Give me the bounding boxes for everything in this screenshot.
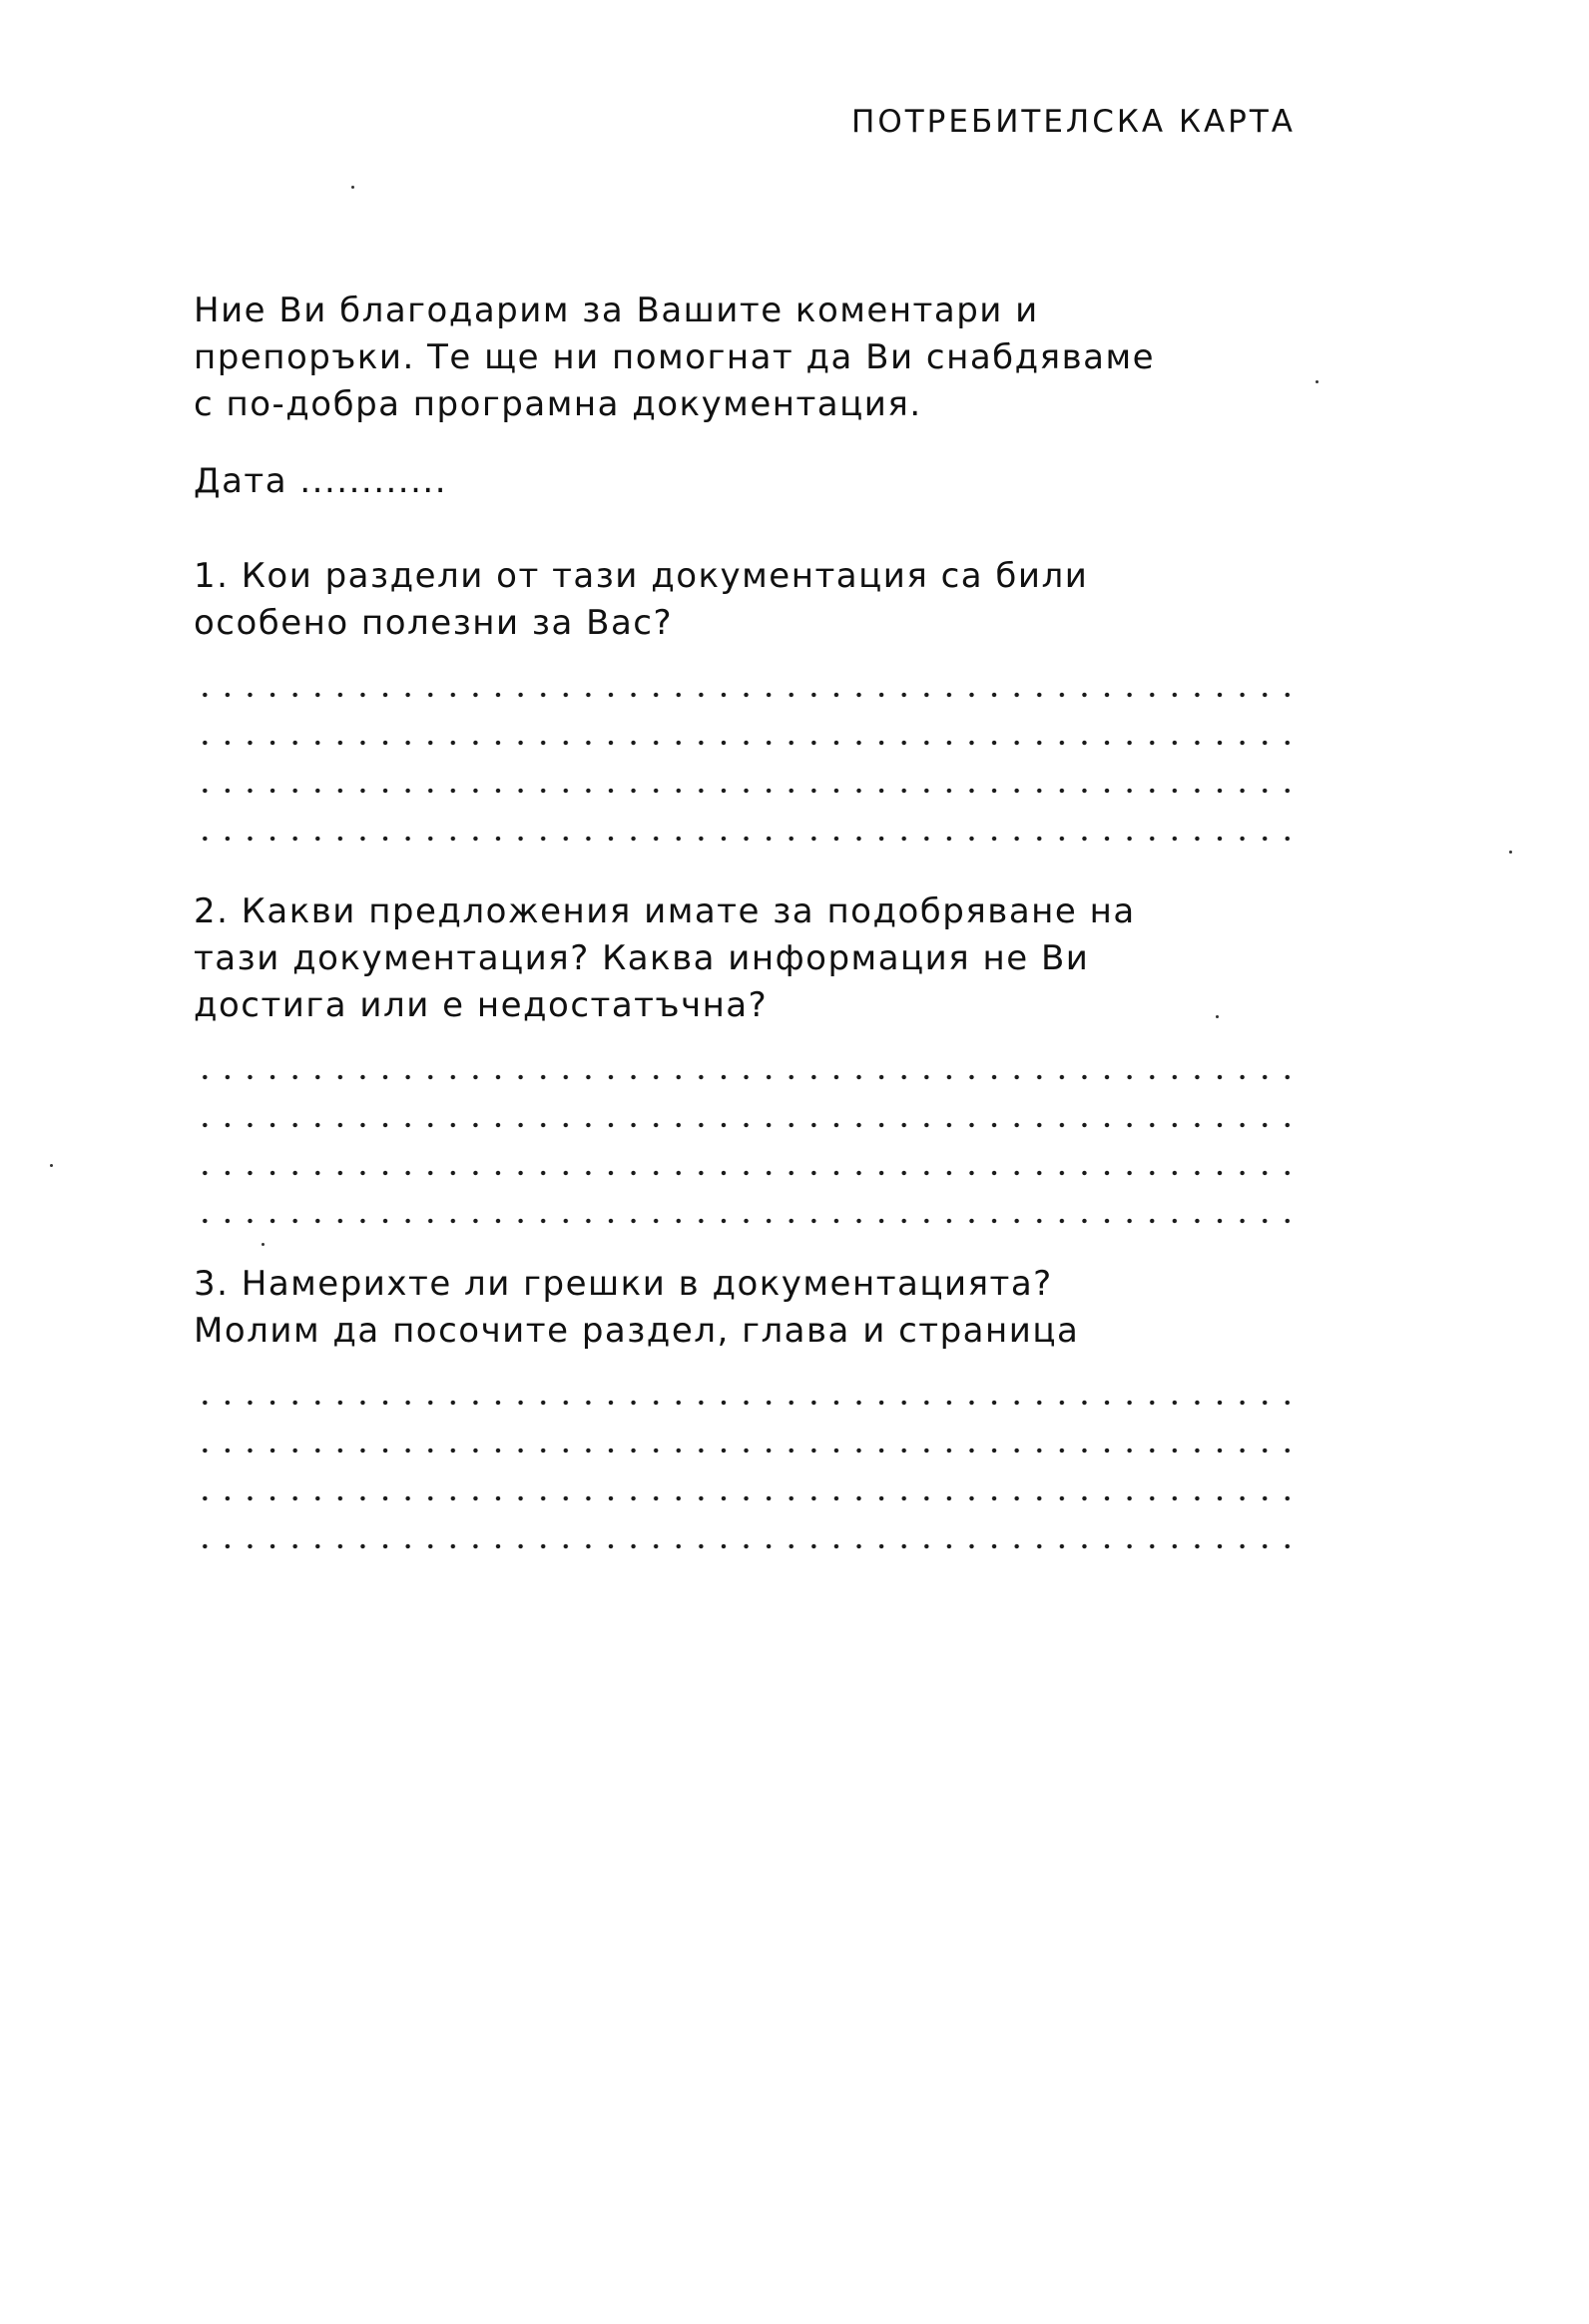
scan-speck — [1509, 851, 1512, 854]
date-field[interactable]: Дата ............ — [194, 461, 448, 501]
scan-speck — [1316, 380, 1319, 383]
scan-speck — [1216, 1015, 1219, 1018]
intro-line: Ние Ви благодарим за Вашите коментари и — [194, 290, 1039, 330]
question-3-answer-area[interactable] — [194, 1363, 1302, 1554]
question-3-section — [194, 1261, 1302, 1554]
question-1-section — [194, 553, 1302, 847]
dotted-answer-line[interactable] — [194, 1506, 1302, 1554]
question-2-answer-area[interactable] — [194, 1037, 1302, 1229]
question-3-text — [194, 1261, 1302, 1355]
question-line: 3. Намерихте ли грешки в документацията? — [194, 1264, 1053, 1304]
dotted-answer-line[interactable] — [194, 1458, 1302, 1506]
question-2-section — [194, 888, 1302, 1229]
scan-speck — [351, 186, 354, 189]
question-line: Молим да посочите раздел, глава и страница — [194, 1311, 1080, 1351]
dotted-answer-line[interactable] — [194, 1085, 1302, 1133]
question-2-text — [194, 888, 1302, 1029]
scan-speck — [262, 1243, 265, 1246]
page-title: ПОТРЕБИТЕЛСКА КАРТА — [851, 104, 1296, 140]
dotted-answer-line[interactable] — [194, 655, 1302, 703]
dotted-answer-line[interactable] — [194, 1037, 1302, 1085]
form-content — [194, 288, 1302, 1596]
question-line: достига или е недостатъчна? — [194, 985, 769, 1025]
dotted-answer-line[interactable] — [194, 1363, 1302, 1411]
dotted-answer-line[interactable] — [194, 703, 1302, 751]
dotted-answer-line[interactable] — [194, 1411, 1302, 1458]
dotted-answer-line[interactable] — [194, 1133, 1302, 1181]
dotted-answer-line[interactable] — [194, 751, 1302, 799]
intro-paragraph — [194, 288, 1302, 428]
question-line: особено полезни за Вас? — [194, 603, 674, 643]
question-line: 2. Какви предложения имате за подобряване на — [194, 891, 1136, 931]
dotted-answer-line[interactable] — [194, 799, 1302, 847]
intro-line: препоръки. Те ще ни помогнат да Ви снабдяваме — [194, 337, 1156, 377]
question-line: 1. Кои раздели от тази документация са били — [194, 556, 1089, 596]
intro-line: с по-добра програмна документация. — [194, 384, 922, 424]
scan-speck — [50, 1164, 53, 1167]
question-1-text — [194, 553, 1302, 647]
question-line: тази документация? Каква информация не Ви — [194, 938, 1090, 978]
dotted-answer-line[interactable] — [194, 1181, 1302, 1229]
question-1-answer-area[interactable] — [194, 655, 1302, 847]
